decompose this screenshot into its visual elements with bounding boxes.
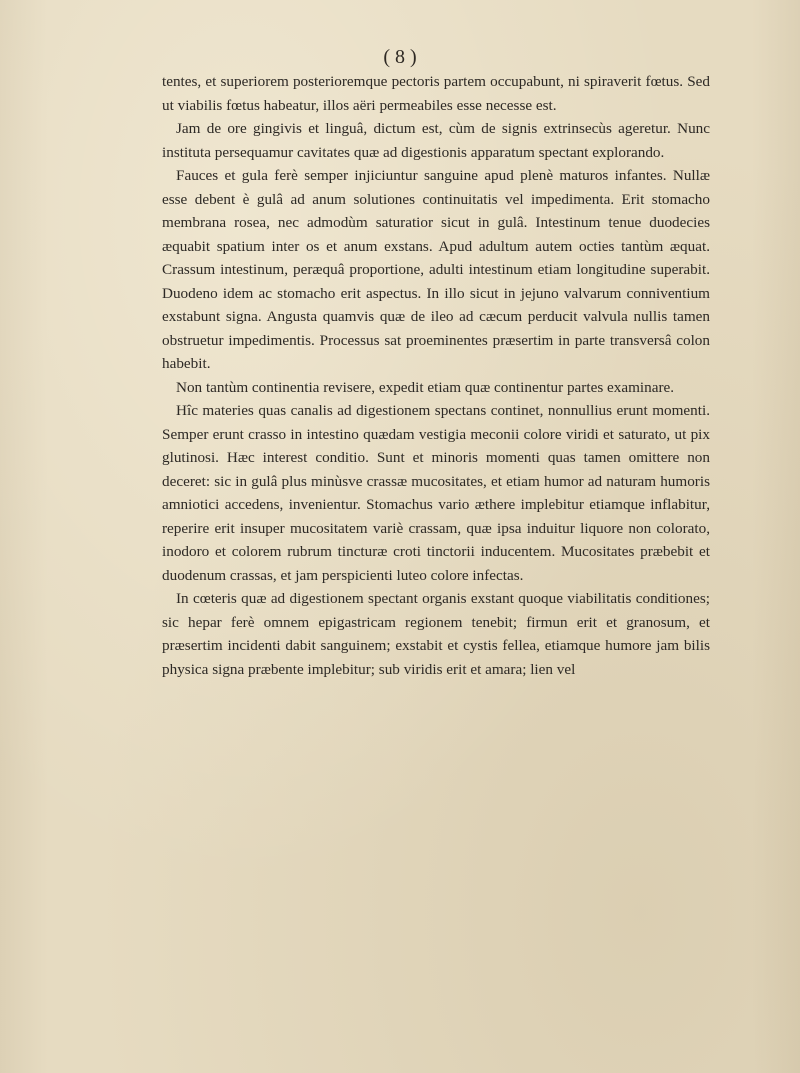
page-number: ( 8 ) — [383, 46, 417, 68]
body-text — [162, 70, 710, 681]
paragraph-mouth: Jam de ore gingivis et linguâ, dictum est, cùm de signis extrinsecùs ageretur. Nunc instituta persequamur cavitates quæ ad digestionis apparatum spectant explorando. — [162, 120, 710, 161]
paragraph-continuation: tentes, et superiorem posterioremque pectoris partem occupabunt, ni spiraverit fœtus. Sed ut viabilis fœtus habeatur, illos aëri permeabiles esse necesse est. — [162, 73, 710, 114]
paragraph-contents-intro: Non tantùm continentia revisere, expedit etiam quæ continentur partes examinare. — [176, 378, 675, 396]
paragraph-digestive-tract: Fauces et gula ferè semper injiciuntur sanguine apud plenè maturos infantes. Nullæ esse debent è gulâ ad anum solutiones continuitatis vel impedimenta. Erit stomacho membrana rosea, nec admodùm saturatior sicut in gulâ. Intestinum tenue duodecies æquabit spatium inter os et anum exstans. Apud adultum autem octies tantùm æquat. Crassum intestinum, peræquâ proportione, adulti intestinum etiam longitudine superabit. Duodeno idem ac stomacho erit aspectus. In illo sicut in jejuno valvarum conniventium exstabunt signa. Angusta quamvis quæ de ileo ad cæcum perducit valvula nullis tamen obstruetur impedimentis. Processus sat proeminentes præsertim in parte transversâ colon habebit. — [162, 167, 710, 372]
paragraph-other-organs: In cœteris quæ ad digestionem spectant organis exstant quoque viabilitatis conditiones; sic hepar ferè omnem epigastricam regionem tenebit; firmun erit et granosum, et præsertim incidenti dabit sanguinem; exstabit et cystis fellea, etiamque humore jam bilis physica signa præbente implebitur; sub viridis erit et amara; lien vel — [162, 590, 710, 678]
paragraph-canal-contents: Hîc materies quas canalis ad digestionem spectans continet, nonnullius erunt momenti. Semper erunt crasso in intestino quædam vestigia meconii colore viridi et saturato, ut pix glutinosi. Hæc interest conditio. Sunt et minoris momenti quas tamen omittere non deceret: sic in gulâ plus minùsve crassæ mucositates, et etiam humor ad naturam humoris amniotici accedens, invenientur. Stomachus vario æthere implebitur etiamque inflabitur, reperire erit insuper mucositatem variè crassam, quæ ipsa induitur liquore non colorato, inodoro et colorem rubrum tincturæ croti tinctorii inducentem. Mucositates præbebit et duodenum crassas, et jam perspicienti luteo colore infectas. — [162, 402, 710, 584]
